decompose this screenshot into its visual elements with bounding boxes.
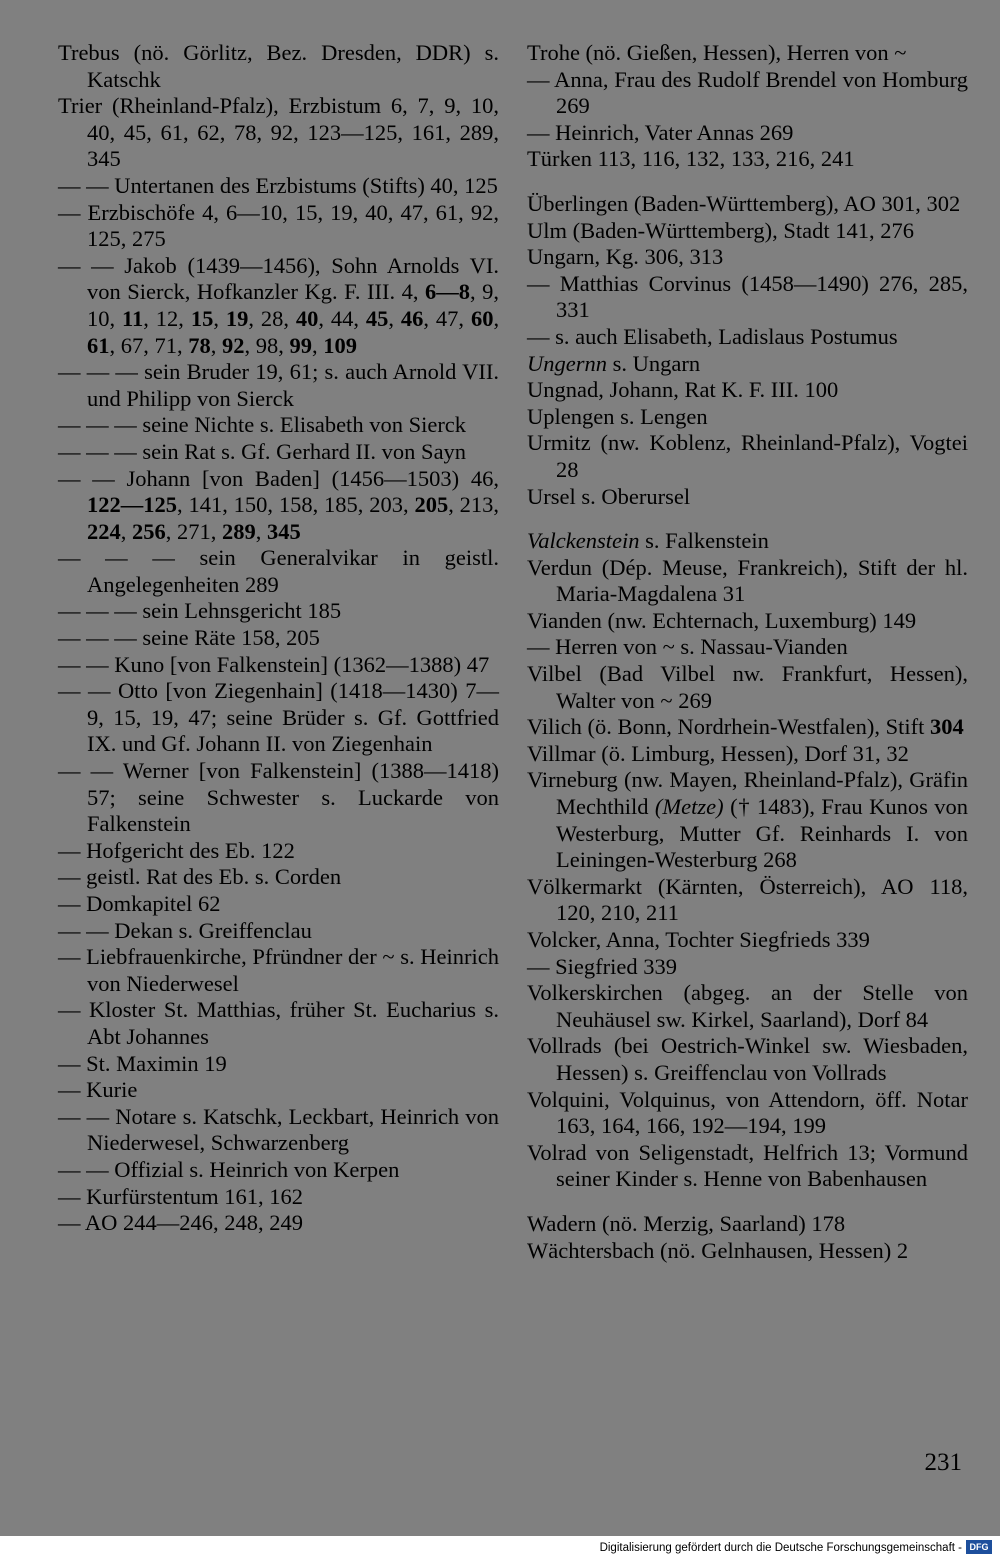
- bold-page-ref: 109: [323, 332, 357, 358]
- index-entry: [527, 1238, 968, 1265]
- index-entry: [527, 528, 968, 555]
- index-entry: [527, 980, 968, 1033]
- index-entry: [527, 741, 968, 768]
- entry-text: Villmar (ö. Limburg, Hessen), Dorf 31, 32: [527, 740, 909, 766]
- entry-text: — Erzbischöfe 4, 6—10, 15, 19, 40, 47, 61, 92, 125, 275: [58, 199, 499, 252]
- index-entry: [527, 1140, 968, 1193]
- index-entry: [58, 545, 499, 598]
- index-entry: [58, 625, 499, 652]
- entry-text: Ungarn, Kg. 306, 313: [527, 244, 724, 270]
- entry-text: s. Falkenstein: [639, 528, 769, 554]
- entry-text: Vianden (nw. Echternach, Luxemburg) 149: [527, 607, 917, 633]
- entry-text: , 12,: [143, 305, 191, 331]
- bold-page-ref: 40: [295, 305, 319, 331]
- entry-text: Trohe (nö. Gießen, Hessen), Herren von ~: [527, 40, 907, 65]
- index-entry: [58, 652, 499, 679]
- bold-page-ref: 205: [414, 492, 449, 518]
- index-entry: [58, 838, 499, 865]
- entry-text: , 9, 10,: [87, 279, 499, 331]
- bold-page-ref: 304: [930, 714, 964, 740]
- index-entry: [58, 1051, 499, 1078]
- bold-page-ref: 289: [222, 518, 256, 544]
- entry-text: Völkermarkt (Kärnten, Österreich), AO 118, 120, 210, 211: [527, 873, 968, 926]
- entry-text: — Hofgericht des Eb. 122: [58, 837, 295, 863]
- index-entry: [527, 67, 968, 120]
- entry-text: Vilich (ö. Bonn, Nordrhein-Westfalen), Stift: [527, 714, 931, 740]
- index-entry: [58, 891, 499, 918]
- entry-text: Überlingen (Baden-Württemberg), AO 301, 302: [527, 190, 961, 216]
- entry-text: — — Kuno [von Falkenstein] (1362—1388) 47: [58, 651, 490, 677]
- entry-text: — Herren von ~ s. Nassau-Vianden: [527, 634, 848, 660]
- index-entry: [527, 351, 968, 378]
- index-entry: [527, 271, 968, 324]
- bold-page-ref: 15: [190, 305, 214, 331]
- bold-page-ref: 19: [225, 305, 249, 331]
- index-entry: [527, 430, 968, 483]
- entry-text: — AO 244—246, 248, 249: [58, 1210, 304, 1236]
- entry-text: Ursel s. Oberursel: [527, 483, 691, 509]
- entry-text: — — Werner [von Falkenstein] (1388—1418) 57; seine Schwester s. Luckarde von Falkenstein: [58, 758, 499, 837]
- index-entry: [527, 120, 968, 147]
- index-entry: [58, 173, 499, 200]
- index-entry: [527, 927, 968, 954]
- entry-text: — — Otto [von Ziegenhain] (1418—1430) 7—9, 15, 19, 47; seine Brüder s. Gf. Gottfried IX. und Gf. Johann II. von Ziegenhain: [58, 678, 499, 757]
- entry-text: Trebus (nö. Görlitz, Bez. Dresden, DDR) s. Katschk: [58, 40, 499, 92]
- index-entry: [527, 40, 968, 67]
- entry-text: Uplengen s. Lengen: [527, 403, 708, 429]
- entry-text: Türken 113, 116, 132, 133, 216, 241: [527, 146, 855, 172]
- index-entry: [58, 466, 499, 546]
- entry-text: — Kurfürstentum 161, 162: [58, 1183, 303, 1209]
- bold-page-ref: 99: [289, 332, 312, 358]
- entry-text: Wadern (nö. Merzig, Saarland) 178: [527, 1210, 846, 1236]
- entry-text: — geistl. Rat des Eb. s. Corden: [58, 864, 342, 890]
- entry-text: Wächtersbach (nö. Gelnhausen, Hessen) 2: [527, 1237, 909, 1263]
- entry-text: , 28,: [248, 305, 296, 331]
- entry-text: — St. Maximin 19: [58, 1050, 227, 1076]
- index-entry: [527, 377, 968, 404]
- bold-page-ref: 92: [222, 332, 245, 358]
- index-entry: [58, 944, 499, 997]
- entry-text: — Liebfrauenkirche, Pfründner der ~ s. Heinrich von Niederwesel: [58, 944, 499, 996]
- entry-text: Volkerskirchen (abgeg. an der Stelle von Neuhäusel sw. Kirkel, Saarland), Dorf 84: [527, 980, 968, 1032]
- index-entry: [58, 598, 499, 625]
- entry-text: ,: [120, 518, 132, 544]
- bold-page-ref: 256: [132, 518, 166, 544]
- entry-text: — Anna, Frau des Rudolf Brendel von Homburg 269: [527, 66, 968, 119]
- index-entry: [58, 1104, 499, 1157]
- entry-text: Urmitz (nw. Koblenz, Rheinland-Pfalz), Vogtei 28: [527, 430, 968, 482]
- entry-text: Verdun (Dép. Meuse, Frankreich), Stift der hl. Maria-Magdalena 31: [527, 554, 968, 607]
- index-entry: [527, 191, 968, 218]
- entry-text: — — — sein Lehnsgericht 185: [58, 598, 342, 624]
- italic-term: (Metze): [654, 794, 724, 820]
- index-entry: [58, 40, 499, 93]
- index-column-left: [58, 40, 499, 1237]
- entry-text: — — Jakob (1439—1456), Sohn Arnolds VI. von Sierck, Hofkanzler Kg. F. III. 4,: [58, 252, 499, 305]
- index-entry: [527, 714, 968, 741]
- entry-text: , 44,: [318, 305, 366, 331]
- index-entry: [527, 874, 968, 927]
- bold-page-ref: 11: [122, 305, 144, 331]
- entry-text: — — Dekan s. Greiffenclau: [58, 917, 312, 943]
- entry-text: — — — seine Räte 158, 205: [58, 625, 320, 651]
- entry-text: ,: [388, 305, 401, 331]
- index-entry: [58, 1077, 499, 1104]
- index-entry: [58, 864, 499, 891]
- index-entry: [58, 253, 499, 359]
- entry-text: — s. auch Elisabeth, Ladislaus Postumus: [527, 323, 898, 349]
- index-entry: [527, 954, 968, 981]
- index-entry: [527, 484, 968, 511]
- index-entry: [58, 997, 499, 1050]
- entry-text: Volquini, Volquinus, von Attendorn, öff. Notar 163, 164, 166, 192—194, 199: [527, 1086, 968, 1139]
- entry-text: ,: [493, 305, 500, 331]
- index-entry: [58, 1157, 499, 1184]
- entry-text: — Domkapitel 62: [58, 891, 221, 916]
- entry-text: Ulm (Baden-Württemberg), Stadt 141, 276: [527, 217, 915, 243]
- index-entry: [527, 608, 968, 635]
- index-entry: [527, 1033, 968, 1086]
- index-entry: [527, 634, 968, 661]
- entry-text: , 213,: [448, 492, 500, 518]
- entry-text: , 47,: [423, 305, 471, 331]
- bold-page-ref: 46: [400, 305, 424, 331]
- index-entry: [527, 1211, 968, 1238]
- index-entry: [58, 758, 499, 838]
- entry-text: — — — seine Nichte s. Elisabeth von Sierck: [58, 412, 467, 438]
- index-entry: [58, 412, 499, 439]
- entry-text: , 67, 71,: [109, 332, 189, 358]
- entry-text: , 98,: [244, 332, 290, 358]
- entry-text: Volrad von Seligenstadt, Helfrich 13; Vormund seiner Kinder s. Henne von Babenhausen: [527, 1139, 968, 1192]
- entry-text: — Kloster St. Matthias, früher St. Eucharius s. Abt Johannes: [58, 997, 499, 1049]
- index-entry: [527, 555, 968, 608]
- entry-text: Virneburg (nw. Mayen, Rheinland-Pfalz), Gräfin Mechthild: [527, 767, 968, 820]
- index-entry: [58, 678, 499, 758]
- index-entry: [527, 767, 968, 873]
- index-entry: [527, 1087, 968, 1140]
- entry-text: — — Johann [von Baden] (1456—1503) 46,: [58, 465, 499, 491]
- index-entry: [527, 404, 968, 431]
- bold-page-ref: 60: [470, 305, 494, 331]
- page-number: 231: [924, 1449, 962, 1476]
- dfg-logo: DFG: [966, 1540, 992, 1554]
- entry-text: — — — sein Generalvikar in geistl. Angelegenheiten 289: [58, 545, 499, 597]
- italic-term: Ungernn: [527, 350, 607, 376]
- entry-text: — — — sein Rat s. Gf. Gerhard II. von Sayn: [58, 438, 467, 464]
- italic-term: Valckenstein: [527, 528, 640, 554]
- entry-text: s. Ungarn: [607, 350, 701, 376]
- entry-text: — — Untertanen des Erzbistums (Stifts) 40, 125: [58, 172, 498, 198]
- index-column-right: [527, 40, 968, 1264]
- bold-page-ref: 6—8: [425, 279, 470, 305]
- index-entry: [58, 918, 499, 945]
- bold-page-ref: 224: [87, 518, 121, 544]
- index-entry: [58, 1184, 499, 1211]
- index-entry: [58, 200, 499, 253]
- entry-text: — — Offizial s. Heinrich von Kerpen: [58, 1156, 400, 1182]
- entry-text: Volcker, Anna, Tochter Siegfrieds 339: [527, 927, 870, 952]
- index-entry: [58, 359, 499, 412]
- index-entry: [58, 1210, 499, 1237]
- bold-page-ref: 122—125: [87, 492, 177, 518]
- bold-page-ref: 61: [87, 332, 110, 358]
- entry-text: — — — sein Bruder 19, 61; s. auch Arnold VII. und Philipp von Sierck: [58, 359, 499, 411]
- bold-page-ref: 45: [365, 305, 389, 331]
- entry-text: , 141, 150, 158, 185, 203,: [177, 492, 415, 518]
- entry-text: — Kurie: [58, 1077, 138, 1103]
- entry-text: ,: [312, 332, 324, 358]
- entry-text: Ungnad, Johann, Rat K. F. III. 100: [527, 377, 839, 403]
- index-entry: [527, 324, 968, 351]
- entry-text: Vollrads (bei Oestrich-Winkel sw. Wiesbaden, Hessen) s. Greiffenclau von Vollrads: [527, 1033, 968, 1085]
- entry-text: ,: [255, 518, 267, 544]
- index-entry: [58, 439, 499, 466]
- bold-page-ref: 78: [188, 332, 211, 358]
- entry-text: Vilbel (Bad Vilbel nw. Frankfurt, Hessen), Walter von ~ 269: [527, 661, 968, 713]
- bold-page-ref: 345: [267, 518, 301, 544]
- funding-notice: Digitalisierung gefördert durch die Deutsche Forschungsgemeinschaft -: [599, 1542, 962, 1554]
- entry-text: ,: [213, 305, 226, 331]
- entry-text: — Heinrich, Vater Annas 269: [527, 119, 794, 145]
- index-entry: [527, 146, 968, 173]
- index-entry: [527, 661, 968, 714]
- entry-text: — Siegfried 339: [527, 953, 677, 979]
- index-entry: [527, 218, 968, 245]
- entry-text: Trier (Rheinland-Pfalz), Erzbistum 6, 7, 9, 10, 40, 45, 61, 62, 78, 92, 123—125, 161, 289, 345: [58, 93, 499, 172]
- index-entry: [527, 244, 968, 271]
- entry-text: († 1483), Frau Kunos von Westerburg, Mutter Gf. Reinhards I. von Leiningen-Westerburg 268: [556, 794, 969, 873]
- entry-text: ,: [210, 332, 222, 358]
- entry-text: , 271,: [165, 518, 222, 544]
- entry-text: — Matthias Corvinus (1458—1490) 276, 285, 331: [527, 270, 968, 323]
- index-entry: [58, 93, 499, 173]
- entry-text: — — Notare s. Katschk, Leckbart, Heinrich von Niederwesel, Schwarzenberg: [58, 1103, 499, 1156]
